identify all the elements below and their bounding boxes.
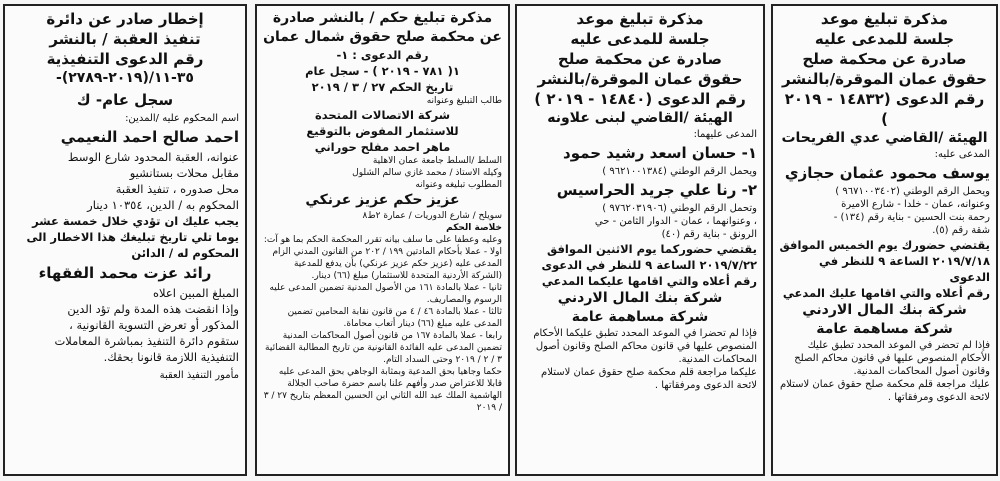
notice-subtitle: جلسة للمدعى عليه <box>570 30 710 48</box>
body-line: يوما تلي تاريخ تبليغك هذا الاخطار الى <box>26 230 239 244</box>
claimant-name-2: للاستثمار المفوض بالتوقيع <box>306 124 459 138</box>
defendant-name: يوسف محمود عثمان حجازي <box>784 164 990 182</box>
notice-hearing-1 <box>515 4 765 476</box>
paragraph: المذكور أو تعرض التسوية القانونية ، <box>69 318 239 332</box>
address-2: الرونق - بناية رقم (٤٠) <box>661 229 757 240</box>
address-3: شقة رقم (٥). <box>932 225 990 236</box>
company-name: شركة بنك المال الاردني <box>557 290 723 306</box>
creditor-name: رائد عزت محمد الفقهاء <box>38 264 212 282</box>
summary-text: حكما وجاهيا بحق المدعية وبمثابة الوجاهي بحق المدعى عليه قابلا للاعتراض صدر وأفهم علنا باسم حضرة صاحب الجلالة الهاشمية الملك عبد الله الثاني ابن الحسين المعظم بتاريخ ٢٧ / ٣ / ٢٠١٩ <box>263 367 502 413</box>
address: ، وعنوانهما ، عمان - الدوار الثامن - حي <box>594 216 757 227</box>
summary-text: وعليه وعطفا على ما سلف بيانه تقرر المحكمة الحكم بما هو آت: <box>263 235 502 245</box>
case-number: رقم الدعوى : ١- <box>336 48 429 62</box>
summary-label: خلاصة الحكم <box>446 223 502 233</box>
summary-text: ثانيا - عملا بالمادة ١٦١ من الأصول المدنية تضمين المدعى عليه الرسوم والمصاريف. <box>269 283 502 305</box>
defendant-label: المدعى عليه: <box>934 149 990 160</box>
defendants-label: المدعى عليهما: <box>693 129 757 140</box>
notified-label: المطلوب تبليغه وعنوانه <box>415 180 502 190</box>
case-number: ٣٥-١١/(٢٠١٩-٢٧٨٩)- <box>56 70 194 86</box>
court-name: صادرة عن محكمة صلح <box>557 50 723 68</box>
amount: المحكوم به / الدين، ١٠٣٥٤ دينار <box>87 198 239 212</box>
court-name: صادرة عن محكمة صلح <box>802 50 967 68</box>
summary-text: ثالثا - عملا بالمادة ٤٦ / ٤ من قانون نقابة المحامين تضمين المدعى عليه مبلغ (٦٦) دينار أتعاب محاماة. <box>287 307 502 329</box>
notice-subtitle: جلسة للمدعى عليه <box>814 30 955 48</box>
claimant-name: شركة الاتصالات المتحدة <box>314 108 451 122</box>
notice-title: مذكرة تبليغ موعد <box>576 10 704 28</box>
signature: مأمور التنفيذ العقبة <box>159 370 239 381</box>
issuer: محل صدوره ، تنفيذ العقبة <box>115 182 239 196</box>
paragraph: فإذا لم تحضر في الموعد المحدد تطبق عليك الأحكام المنصوص عليها في قانون محاكم الصلح وقانون أصول المحاكمات المدنية. <box>794 340 990 377</box>
body-line: ٢٠١٩/٧/١٨ الساعة ٩ للنظر في الدعوى <box>819 254 990 284</box>
debtor-address-2: مقابل محلات بستانشيو <box>129 166 239 180</box>
judge: الهيئة /القاضي عدي الفريحات <box>781 130 988 146</box>
debtor-label: اسم المحكوم عليه /المدين: <box>125 113 239 124</box>
claimant-label: طالب التبليغ وعنوانه <box>426 96 502 106</box>
notice-hearing-2 <box>771 4 998 476</box>
case-label: رقم الدعوى التنفيذية <box>46 50 204 68</box>
address: وعنوانه، عمان - خلدا - شارع الاميرة <box>841 199 990 210</box>
paragraph: وإذا انقضت هذه المدة ولم تؤد الدين <box>67 302 239 316</box>
judge: الهيئة /القاضي لبنى علاونه <box>547 110 733 126</box>
body-line: المحكوم له / الدائن <box>131 246 239 260</box>
notice-subtitle: عن محكمة صلح حقوق شمال عمان <box>263 29 502 45</box>
summary-text: اولا - عملا بأحكام المادتين ١٩٩ / ٢٠٢ من القانون المدني الزام المدعى عليه (عزيز حكم عزيز عرنكي) بأن يدفع للمدعية (الشركة الأردنية المتحدة للاستثمار) مبلغ (٦٦) دينار. <box>272 247 502 281</box>
claimant-address: السلط /السلط جامعة عمان الاهلية <box>372 156 502 166</box>
debtor-address: عنوانه، العقبة المحدود شارع الوسط <box>67 150 239 164</box>
claimant-name-3: ماهر احمد مفلح حوراني <box>314 140 451 154</box>
body-line: رقم أعلاه والتي اقامها عليك المدعي <box>782 286 990 300</box>
paragraph: المبلغ المبين اعلاه <box>152 286 239 300</box>
notice-subtitle: تنفيذ العقبة / بالنشر <box>49 30 201 48</box>
defendant-2: ٢- رنا علي جريد الحراسيس <box>556 181 757 199</box>
address-2: رحمة بنت الحسين - بناية رقم (١٣٤) - <box>833 212 990 223</box>
court-name-2: حقوق عمان الموقرة/بالنشر <box>782 70 987 88</box>
register: سجل عام- ك <box>76 91 174 109</box>
company-type: شركة مساهمة عامة <box>571 309 709 325</box>
paragraph: التنفيذية اللازمة قانونا بحقك. <box>103 350 239 364</box>
company-name: شركة بنك المال الاردني <box>802 302 967 318</box>
notified-address: سويلح / شارع الدوريات / عمارة ٢ط٨ <box>362 211 502 221</box>
body-line: ٢٠١٩/٧/٢٢ الساعة ٩ للنظر في الدعوى <box>541 258 757 272</box>
notice-title: مذكرة تبليغ موعد <box>820 10 949 28</box>
company-type: شركة مساهمة عامة <box>816 321 953 337</box>
paragraph: ستقوم دائرة التنفيذ بمباشرة المعاملات <box>54 334 239 348</box>
debtor-name: احمد صالح احمد النعيمي <box>60 128 239 146</box>
court-name-2: حقوق عمان الموقرة/بالنشر <box>537 70 743 88</box>
defendant-2-id: وتحمل الرقم الوطني (٩٧٦٢٠٣١٩٠٦ ) <box>602 203 757 214</box>
body-line: يقتضي حضورك يوم الخميس الموافق <box>779 238 990 252</box>
notice-execution-aqaba <box>3 4 247 476</box>
case-number: رقم الدعوى (١٤٨٤٠ - ٢٠١٩ ) <box>534 90 746 108</box>
paragraph: عليكما مراجعة قلم محكمة صلح حقوق عمان لاستلام لائحة الدعوى ومرفقاتها . <box>541 367 757 391</box>
body-line: يقتضي حضوركما يوم الاثنين الموافق <box>547 242 757 256</box>
judgment-date: تاريخ الحكم ٢٧ / ٣ / ٢٠١٩ <box>311 80 454 94</box>
notice-title: إخطار صادر عن دائرة <box>46 10 204 28</box>
body-line: رقم أعلاه والتي اقامها عليكما المدعي <box>541 274 757 288</box>
defendant-1-id: ويحمل الرقم الوطني (٩٦٢١٠٠١٣٨٤ ) <box>602 166 757 177</box>
case-number: رقم الدعوى (١٤٨٣٢ - ٢٠١٩ ) <box>784 90 985 128</box>
defendant-id: ويحمل الرقم الوطني (٩٦٧١٠٠٣٤٠٢ ) <box>835 186 990 197</box>
case-number-2: ١( ٧٨١ - ٢٠١٩ ) - سجل عام <box>305 64 460 78</box>
agent: وكيله الاستاذ / محمد غازي سالم الشلول <box>352 168 502 178</box>
body-line: يجب عليك ان تؤدي خلال خمسة عشر <box>32 214 239 228</box>
notified-name: عزيز حكم عزيز عرنكي <box>305 192 460 208</box>
paragraph: فإذا لم تحضرا في الموعد المحدد تطبق عليكما الأحكام المنصوص عليها في قانون محاكم الصلح وقانون أصول المحاكمات المدنية. <box>533 328 757 365</box>
notice-title: مذكرة تبليغ حكم / بالنشر صادرة <box>272 10 493 26</box>
paragraph: عليك مراجعة قلم محكمة صلح حقوق عمان لاستلام لائحة الدعوى ومرفقاتها . <box>779 379 990 403</box>
notice-judgment <box>255 4 510 476</box>
defendant-1: ١- حسان اسعد رشيد حمود <box>563 144 757 162</box>
summary-text: رابعا - عملا بالمادة ١٦٧ من قانون أصول المحاكمات المدنية تضمين المدعى عليه الفائدة القانونية من تاريخ المطالبة القضائية ٣ / ٢ / ٢٠١٩ وحتى السداد التام. <box>265 331 502 365</box>
